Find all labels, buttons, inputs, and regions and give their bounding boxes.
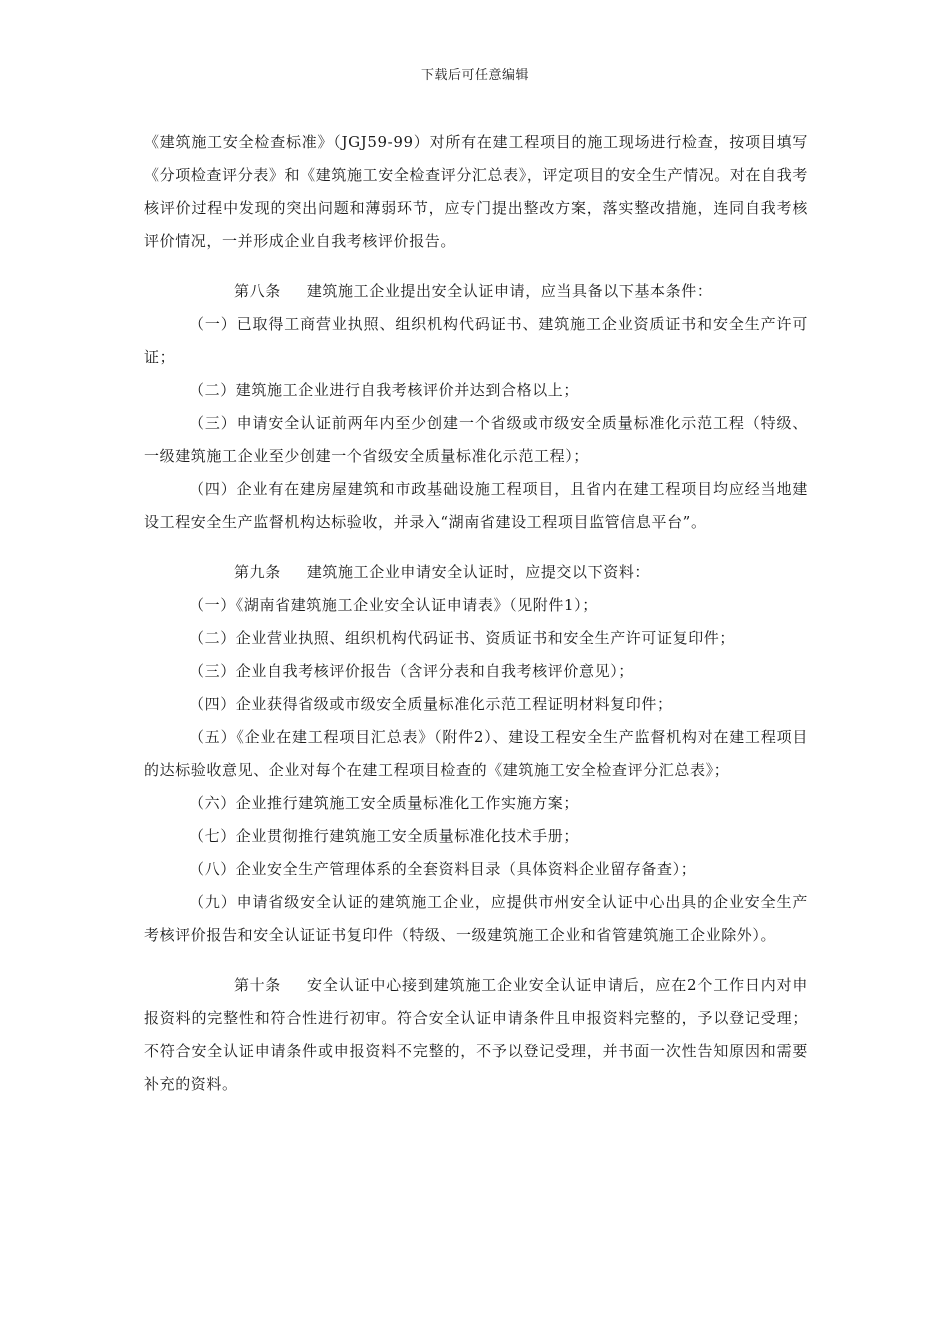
article-9-heading [144, 556, 808, 589]
article-9-item-1: （一）《湖南省建筑施工企业安全认证申请表》（见附件1）； [189, 596, 598, 614]
article-10-paragraph [144, 969, 808, 1101]
paragraph-intro: 《建筑施工安全检查标准》（JGJ59-99）对所有在建工程项目的施工现场进行检查，按项目填写《分项检查评分表》和《建筑施工安全检查评分汇总表》，评定项目的安全生产情况。对在自我考核评价过程中发现的突出问题和薄弱环节，应专门提出整改方案，落实整改措施，连同自我考核评价情况，一并形成企业自我考核评价报告。 [144, 133, 808, 250]
article-8-heading [144, 275, 808, 308]
page-header: 下载后可任意编辑 [420, 68, 529, 83]
article-8-item-2: （二）建筑施工企业进行自我考核评价并达到合格以上； [189, 381, 580, 399]
article-8-item-3: （三）申请安全认证前两年内至少创建一个省级或市级安全质量标准化示范工程（特级、一级建筑施工企业至少创建一个省级安全质量标准化示范工程）； [144, 414, 808, 465]
article-9-text: 建筑施工企业申请安全认证时，应提交以下资料： [306, 563, 651, 581]
article-9-item-4: （四）企业获得省级或市级安全质量标准化示范工程证明材料复印件； [189, 695, 673, 713]
article-8-item-1: （一）已取得工商营业执照、组织机构代码证书、建筑施工企业资质证书和安全生产许可证； [144, 315, 808, 366]
article-8-number: 第八条 [234, 282, 281, 300]
document-body [144, 126, 808, 1101]
article-9-item-3: （三）企业自我考核评价报告（含评分表和自我考核评价意见）； [189, 662, 634, 680]
article-10-number: 第十条 [234, 976, 281, 994]
article-8-item-4: （四）企业有在建房屋建筑和市政基础设施工程项目，且省内在建工程项目均应经当地建设工程安全生产监督机构达标验收，并录入“湖南省建设工程项目监管信息平台”。 [144, 480, 808, 531]
article-10-text: 安全认证中心接到建筑施工企业安全认证申请后，应在2个工作日内对申报资料的完整性和符合性进行初审。符合安全认证申请条件且申报资料完整的，予以登记受理；不符合安全认证申请条件或申报资料不完整的，不予以登记受理，并书面一次性告知原因和需要补充的资料。 [144, 976, 808, 1093]
article-9-item-9: （九）申请省级安全认证的建筑施工企业，应提供市州安全认证中心出具的企业安全生产考核评价报告和安全认证证书复印件（特级、一级建筑施工企业和省管建筑施工企业除外）。 [144, 893, 808, 944]
article-9-item-8: （八）企业安全生产管理体系的全套资料目录（具体资料企业留存备查）； [189, 860, 697, 878]
article-9-item-6: （六）企业推行建筑施工安全质量标准化工作实施方案； [189, 794, 580, 812]
article-9-item-2: （二）企业营业执照、组织机构代码证书、资质证书和安全生产许可证复印件； [189, 629, 736, 647]
article-9-number: 第九条 [234, 563, 281, 581]
article-9-item-7: （七）企业贯彻推行建筑施工安全质量标准化技术手册； [189, 827, 580, 845]
article-9-item-5: （五）《企业在建工程项目汇总表》（附件2）、建设工程安全生产监督机构对在建工程项目的达标验收意见、企业对每个在建工程项目检查的《建筑施工安全检查评分汇总表》； [144, 728, 808, 779]
article-8-text: 建筑施工企业提出安全认证申请，应当具备以下基本条件： [306, 282, 713, 300]
